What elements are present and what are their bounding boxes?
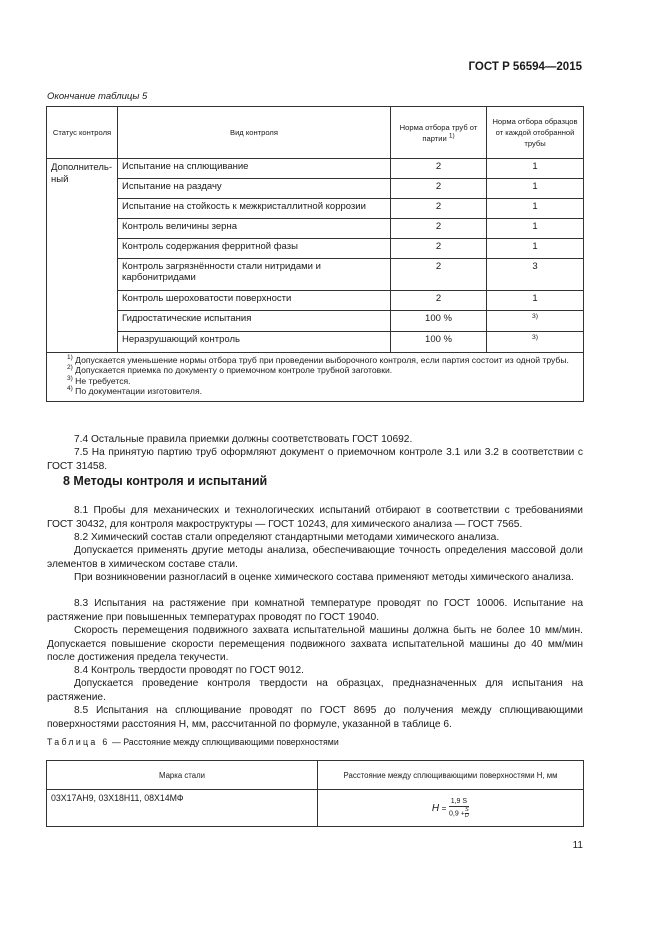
table-row-norm: 2 <box>391 259 487 291</box>
table-row-norm: 2 <box>391 239 487 259</box>
table-row-norm: 100 % <box>391 332 487 353</box>
table-row-type: Испытание на стойкость к межкристаллитной коррозии <box>118 199 391 219</box>
col-norm-pipes-header: Норма отбора труб от партии $^{1)}$ <box>391 107 487 159</box>
table-row-type: Контроль шероховатости поверхности <box>118 291 391 311</box>
table-row-samples: 3) <box>487 311 584 332</box>
footnote-1: $^{1)}$ Допускается уменьшение нормы отбора труб при проведении выборочного контроля, если партия состоит из одной трубы. <box>67 354 569 365</box>
para-8-4-b: Допускается проведение контроля твердости на образцах, предназначенных для испытания на растяжение. <box>47 678 583 703</box>
table-row-norm: 2 <box>391 199 487 219</box>
table-row-samples: 1 <box>487 291 584 311</box>
status-cell: Дополнитель-ный <box>47 159 118 353</box>
para-8-3-b: Скорость перемещения подвижного захвата испытательной машины должна быть не более 10 мм/мин. Допускается повышение скорости перемещения подвижного захвата испытательной машины до 40 мм/мин после достижения предела текучести. <box>47 625 583 663</box>
table-row-norm: 100 % <box>391 311 487 332</box>
table-row-norm: 2 <box>391 159 487 179</box>
table-row-norm: 2 <box>391 179 487 199</box>
section-8-heading: 8 Методы контроля и испытаний <box>63 474 268 488</box>
table6 <box>46 760 584 827</box>
table-row-samples: 1 <box>487 199 584 219</box>
table5 <box>46 106 584 402</box>
col-status-header: Статус контроля <box>47 107 118 159</box>
table-row-samples: 1 <box>487 159 584 179</box>
document-header: ГОСТ Р 56594—2015 <box>468 61 582 73</box>
footnote-2: $^{2)}$ Допускается приемка по документу о приемочном контроле трубной заготовки. <box>67 364 393 376</box>
table-row-samples: 1 <box>487 179 584 199</box>
para-8-2-b: Допускается применять другие методы анализа, обеспечивающие точность определения массовой доли элементов в химическом составе стали. <box>47 545 583 570</box>
para-8-2-c: При возникновении разногласий в оценке химического состава применяют методы химического анализа. <box>74 572 574 583</box>
col-distance-header: Расстояние между сплющивающими поверхностями H, мм <box>318 761 584 790</box>
footnote-4: $^{4)}$ По документации изготовителя. <box>67 385 202 397</box>
table5-footnotes <box>47 353 584 402</box>
col-norm-samples-header: Норма отбора образцов от каждой отобранной трубы <box>487 107 584 159</box>
table5-caption: Окончание таблицы 5 <box>47 91 148 102</box>
para-8-3: 8.3 Испытания на растяжение при комнатной температуре проводят по ГОСТ 10006. Испытание на растяжение при повышенных температурах проводят по ГОСТ 19040. <box>47 598 583 623</box>
table-row-samples: 1 <box>487 239 584 259</box>
table-row-type: Испытание на раздачу <box>118 179 391 199</box>
table-row-samples: 3) <box>487 332 584 353</box>
fraction: 1,9 S 0,9 + $\frac{S}{D}$ <box>449 797 469 819</box>
steel-grades-cell: 03Х17АН9, 03Х18Н11, 08Х14МФ <box>47 790 318 827</box>
table-row-type: Неразрушающий контроль <box>118 332 391 353</box>
col-grade-header: Марка стали <box>47 761 318 790</box>
page-number: 11 <box>572 840 583 851</box>
table6-caption: Таблица 6 — Расстояние между сплющивающими поверхностями <box>47 737 339 747</box>
para-7-5: 7.5 На принятую партию труб оформляют документ о приемочном контроле 3.1 или 3.2 в соответствии с ГОСТ 31458. <box>47 447 583 472</box>
table-row-type: Гидростатические испытания <box>118 311 391 332</box>
table-row-type: Контроль величины зерна <box>118 219 391 239</box>
table-row-norm: 2 <box>391 291 487 311</box>
para-8-4: 8.4 Контроль твердости проводят по ГОСТ 9012. <box>74 665 305 676</box>
para-8-5: 8.5 Испытания на сплющивание проводят по ГОСТ 8695 до получения между сплющивающими поверхностями расстояния Н, мм, рассчитанной по формуле, указанной в таблице 6. <box>47 705 583 730</box>
table-row-norm: 2 <box>391 219 487 239</box>
table-row-samples: 3 <box>487 259 584 291</box>
formula-cell: H = 1,9 S 0,9 + $\frac{S}{D}$ <box>318 790 584 827</box>
table-row-type: Контроль загрязнённости стали нитридами и карбонитридами <box>118 259 391 291</box>
table-row-type: Контроль содержания ферритной фазы <box>118 239 391 259</box>
col-type-header: Вид контроля <box>118 107 391 159</box>
para-7-4: 7.4 Остальные правила приемки должны соответствовать ГОСТ 10692. <box>74 434 413 445</box>
para-8-1: 8.1 Пробы для механических и технологических испытаний отбирают в соответствии с требованиями ГОСТ 30432, для контроля макроструктуры — ГОСТ 10243, для химического анализа — ГОСТ 7565. <box>47 505 583 530</box>
table-row-type: Испытание на сплющивание <box>118 159 391 179</box>
table-row-samples: 1 <box>487 219 584 239</box>
footnote-3: $^{3)}$ Не требуется. <box>67 374 131 386</box>
para-8-2: 8.2 Химический состав стали определяют стандартными методами химического анализа. <box>74 532 500 543</box>
